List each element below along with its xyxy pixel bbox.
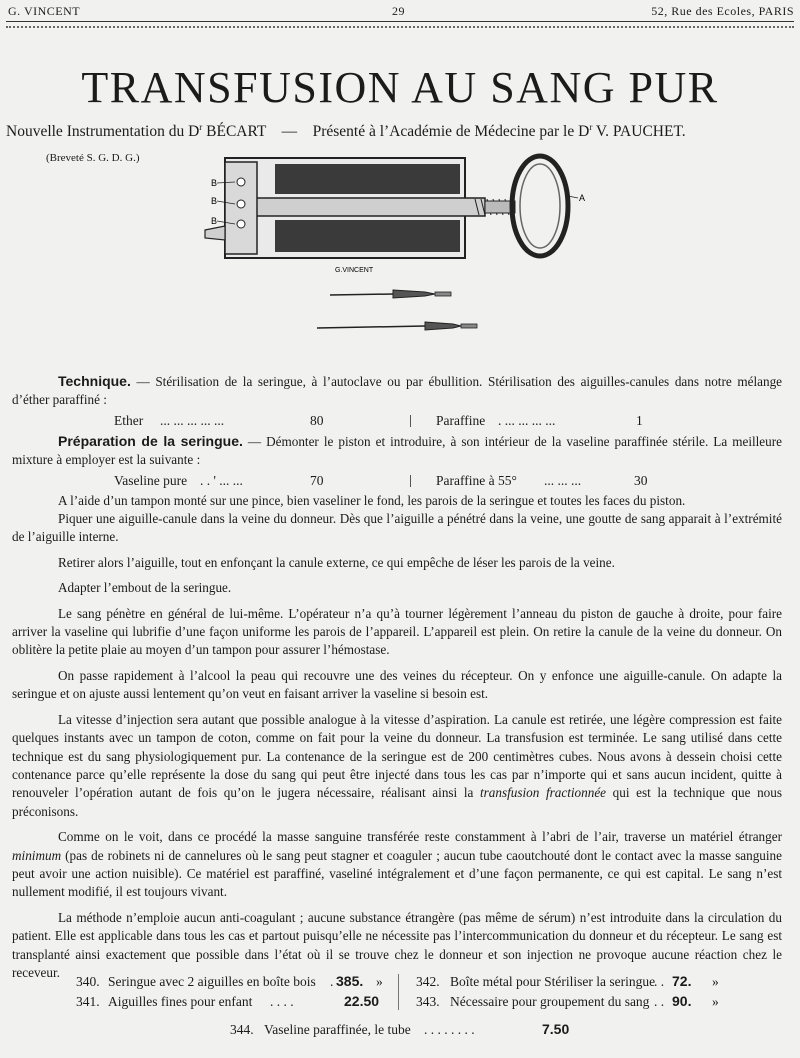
paraffine55-dots: ... ... ...	[544, 472, 582, 488]
item-341-number: 341.	[76, 994, 100, 1009]
item-342-unit: »	[712, 974, 719, 989]
subtitle-part4: V. PAUCHET.	[592, 123, 686, 141]
price-list	[0, 968, 800, 1048]
syringe-illustration	[195, 148, 595, 348]
label-b1: B	[211, 178, 218, 188]
comme-italic: minimum	[12, 847, 62, 863]
vitesse-text: La vitesse d’injection sera autant que possible analogue à la vitesse d’aspiration. La canule est retirée, une légère compression est faite quelques instants avec un tampon de coton, comme on fait pour la veine du donneur. La transfusion est terminée. Le sang utilisé dans cette technique est du sang physiologiquement pur. La contenance de la seringue est de 200 centimètres cubes. Nous avons à dessein choisi cette contenance parce qu’elle représente la dose du sang qui peut être injecté dans tous les cas par n’importe qui et sans aucun incident, quitte à renouveler l’opération autant de fois qu’on le jugera nécessaire, réalisant ainsi la	[12, 711, 782, 801]
paragraph-le-sang: Le sang pénètre en général de lui-même. L’opérateur n’a qu’à tourner légèrement l’anneau du piston de gauche à droite, pour faire arriver la vaseline qui lubrifie d’une façon uniforme les parois de l’appareil. L’appareil est plein. On retire la canule de la veine du donneur. On oblitère la petite plaie au moyen d’un tampon pour assurer l’hémostase.	[12, 605, 782, 658]
item-341-description: Aiguilles fines pour enfant	[108, 994, 253, 1009]
paragraph-methode: La méthode n’emploie aucun anti-coagulant ; aucune substance étrangère (pas même de sérum) n’est introduite dans la circulation du patient. Elle est applicable dans tous les cas et partout puisqu’elle ne nécessite pas l’intercommunication du donneur et du récepteur. Le sang est transplanté ainsi exactement que possible dans l’état où il se trouve chez le donneur et son injection ne provoque aucune réaction chez le receveur.	[12, 909, 782, 980]
paraffine55-label: Paraffine à 55°	[436, 472, 517, 488]
item-343-description: Nécessaire pour groupement du sang	[450, 994, 650, 1009]
ether-dots: ... ... ... ... ...	[160, 412, 225, 428]
header-rule	[6, 21, 794, 28]
ether-label: Ether	[114, 412, 144, 428]
paragraph-comme	[12, 828, 782, 902]
recipe-separator	[410, 415, 412, 427]
paraffine55-value: 30	[634, 472, 648, 488]
item-342-price: 72.	[672, 973, 692, 989]
syringe-nozzle	[205, 226, 225, 240]
vaseline-recipe-row	[12, 470, 782, 492]
label-a: A	[579, 193, 586, 203]
technique-text: Stérilisation de la seringue, à l’autoclave ou par ébullition. Stérilisation des aiguilles-canules dans notre mélange d’éther paraffiné :	[12, 374, 783, 408]
item-344-price: 7.50	[542, 1021, 570, 1037]
label-b3: B	[211, 216, 218, 226]
item-340-unit: »	[376, 974, 383, 989]
paragraph-vitesse	[12, 711, 782, 821]
preparation-text: Démonter le piston et introduire, à son intérieur de la vaseline paraffinée stérile. La meilleure mixture à employer est la suivante :	[12, 433, 782, 468]
page-header	[8, 4, 794, 22]
vaseline-value: 70	[310, 472, 324, 488]
ring-handle-inner	[520, 164, 560, 248]
syringe-upper-chamber	[275, 164, 460, 194]
needle-2	[317, 322, 477, 330]
paragraph-piquer: Piquer une aiguille-canule dans la veine du donneur. Dès que l’aiguille a pénétré dans la veine, une goutte de sang apparait à l’extrémité de l’aiguille interne.	[12, 511, 782, 545]
technique-paragraph	[12, 372, 782, 410]
vitesse-italic: transfusion fractionnée	[479, 785, 607, 801]
item-343-unit: »	[712, 994, 719, 1009]
patent-note: (Breveté S. G. D. G.)	[46, 152, 140, 164]
valve-b2	[237, 200, 245, 208]
paraffine-dots: . ... ... ... ...	[498, 412, 556, 428]
item-343-price: 90.	[672, 993, 692, 1009]
paraffine-value: 1	[636, 412, 643, 428]
paraffine-label: Paraffine	[436, 412, 486, 428]
paragraph-retirer: Retirer alors l’aiguille, tout en enfonçant la canule externe, ce qui empêche de léser les parois de la veine.	[58, 554, 615, 570]
preparation-paragraph	[12, 432, 782, 470]
preparation-heading: Préparation de la seringue.	[58, 432, 243, 449]
syringe-lower-chamber	[275, 220, 460, 252]
label-b2: B	[211, 196, 218, 206]
item-340-number: 340.	[76, 974, 100, 989]
technique-dash: —	[136, 374, 150, 389]
vaseline-label: Vaseline pure	[114, 472, 188, 488]
comme-end: (pas de robinets ni de cannelures où le sang peut stagner et coaguler ; aucun tube caoutchouté dont le contact avec la masse sanguine peut avoir une action nuisible). Ce matériel est paraffiné, vaseliné intégralement et d’une façon permanente, ce qui est capital. Le sang n’est nullement modifié, il est toujours vivant.	[12, 847, 782, 900]
item-340-price: 385.	[336, 973, 364, 989]
item-340-description: Seringue avec 2 aiguilles en boîte bois	[108, 974, 316, 989]
item-344-description: Vaseline paraffinée, le tube	[264, 1022, 411, 1037]
item-343-number: 343.	[416, 994, 440, 1009]
paragraph-on-passe: On passe rapidement à l’alcool la peau qui recouvre une des veines du récepteur. On y enfonce une aiguille-canule. On adapte la seringue et on ajuste aussi lentement qu’on veut en faisant arriver la vaseline si besoin est.	[12, 667, 782, 702]
header-company: G. VINCENT	[8, 4, 81, 18]
preparation-dash: —	[247, 433, 262, 449]
technique-heading: Technique.	[58, 373, 131, 389]
subtitle-dash: —	[281, 123, 298, 141]
vaseline-dots: . . ' ... ...	[200, 472, 243, 488]
valve-b3	[237, 220, 245, 228]
item-341-price: 22.50	[344, 993, 380, 1009]
subtitle-part2: BÉCART	[202, 123, 267, 141]
paragraph-adapter: Adapter l’embout de la seringue.	[58, 580, 232, 596]
valve-b1	[237, 178, 245, 186]
article-body	[12, 372, 782, 982]
page-title: TRANSFUSION AU SANG PUR	[81, 63, 719, 112]
ether-value: 80	[310, 412, 324, 428]
vitesse-end: qui est la technique que nous préconisons.	[12, 785, 783, 819]
paragraph-tampon: A l’aide d’un tampon monté sur une pince, bien vaseliner le fond, les parois de la seringue et toutes les faces du piston.	[58, 492, 686, 508]
page-number: 29	[392, 4, 405, 18]
comme-text: Comme on le voit, dans ce procédé la masse sanguine transférée reste constamment à l’abri de l’air, traverse un matériel étranger	[58, 829, 782, 845]
subtitle-part3: Présenté à l’Académie de Médecine par le D	[312, 123, 590, 141]
needle-1	[330, 290, 451, 298]
item-343-dots: . .	[654, 994, 665, 1009]
maker-mark: G.VINCENT	[335, 267, 374, 274]
header-address: 52, Rue des Ecoles, PARIS	[651, 4, 794, 18]
recipe-separator	[410, 475, 412, 487]
subtitle	[6, 122, 800, 141]
item-342-number: 342.	[416, 974, 440, 989]
price-column-separator	[398, 974, 400, 1010]
piston-rod	[255, 198, 485, 216]
item-344-dots: . . . . . . . .	[424, 1022, 475, 1037]
subtitle-sup2: r	[589, 122, 593, 132]
item-344-number: 344.	[230, 1022, 254, 1037]
subtitle-sup1: r	[199, 122, 203, 132]
item-340-dots: .	[330, 974, 334, 989]
item-341-dots: . . . .	[270, 994, 294, 1009]
item-342-description: Boîte métal pour Stériliser la seringue	[450, 974, 656, 989]
item-342-dots: . .	[654, 974, 665, 989]
subtitle-part1: Nouvelle Instrumentation du D	[6, 123, 200, 141]
ether-recipe-row	[12, 410, 782, 432]
